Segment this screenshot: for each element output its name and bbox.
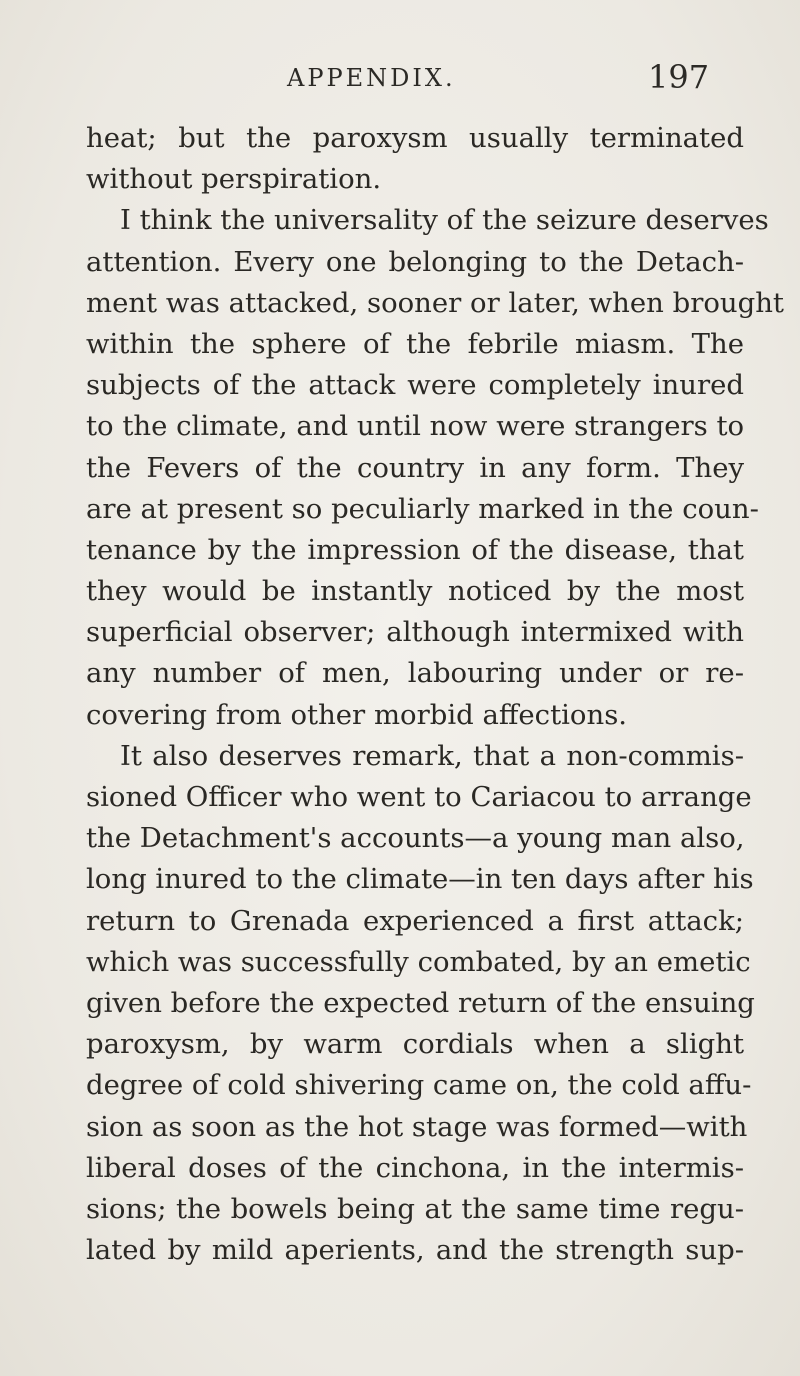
- text-line: long inured to the climate—in ten days after his: [86, 863, 754, 896]
- text-line: attention. Every one belonging to the Detach-: [86, 245, 744, 278]
- text-line: given before the expected return of the ensuing: [86, 986, 755, 1019]
- body-text: [86, 118, 784, 1271]
- page-number: 197: [648, 58, 710, 96]
- text-line: to the climate, and until now were strangers to: [86, 410, 745, 443]
- text-line: without perspiration.: [86, 163, 382, 196]
- text-line: return to Grenada experienced a first attack;: [86, 904, 744, 937]
- text-line: sioned Officer who went to Cariacou to arrange: [86, 781, 752, 813]
- text-line: superficial observer; although intermixed with: [86, 616, 744, 649]
- text-line: ment was attacked, sooner or later, when brought: [86, 286, 784, 319]
- text-line: within the sphere of the febrile miasm. The: [86, 327, 744, 360]
- text-line: they would be instantly noticed by the most: [86, 575, 744, 608]
- text-line: which was successfully combated, by an emetic: [86, 945, 751, 978]
- text-line: the Fevers of the country in any form. They: [86, 451, 744, 484]
- text-line: covering from other morbid affections.: [86, 698, 628, 731]
- text-line: sion as soon as the hot stage was formed—with: [86, 1110, 748, 1143]
- text-line: tenance by the impression of the disease, that: [86, 533, 744, 566]
- running-head: [0, 58, 800, 102]
- text-line: are at present so peculiarly marked in the coun-: [86, 492, 759, 525]
- text-line: sions; the bowels being at the same time regu-: [86, 1192, 744, 1225]
- text-line: lated by mild aperients, and the strength sup-: [86, 1234, 744, 1267]
- text-line: the Detachment's accounts—a young man also,: [86, 822, 745, 855]
- text-line: degree of cold shivering came on, the cold affu-: [86, 1069, 752, 1102]
- text-line: heat; but the paroxysm usually terminated: [86, 122, 744, 154]
- paragraph-start-line: It also deserves remark, that a non-commis-: [120, 739, 744, 772]
- text-line: any number of men, labouring under or re-: [86, 657, 744, 690]
- text-line: liberal doses of the cinchona, in the intermis-: [86, 1151, 744, 1184]
- text-line: subjects of the attack were completely inured: [86, 369, 744, 402]
- running-head-title: APPENDIX.: [287, 64, 456, 92]
- paragraph-start-line: I think the universality of the seizure deserves: [120, 204, 769, 237]
- text-line: paroxysm, by warm cordials when a slight: [86, 1028, 744, 1061]
